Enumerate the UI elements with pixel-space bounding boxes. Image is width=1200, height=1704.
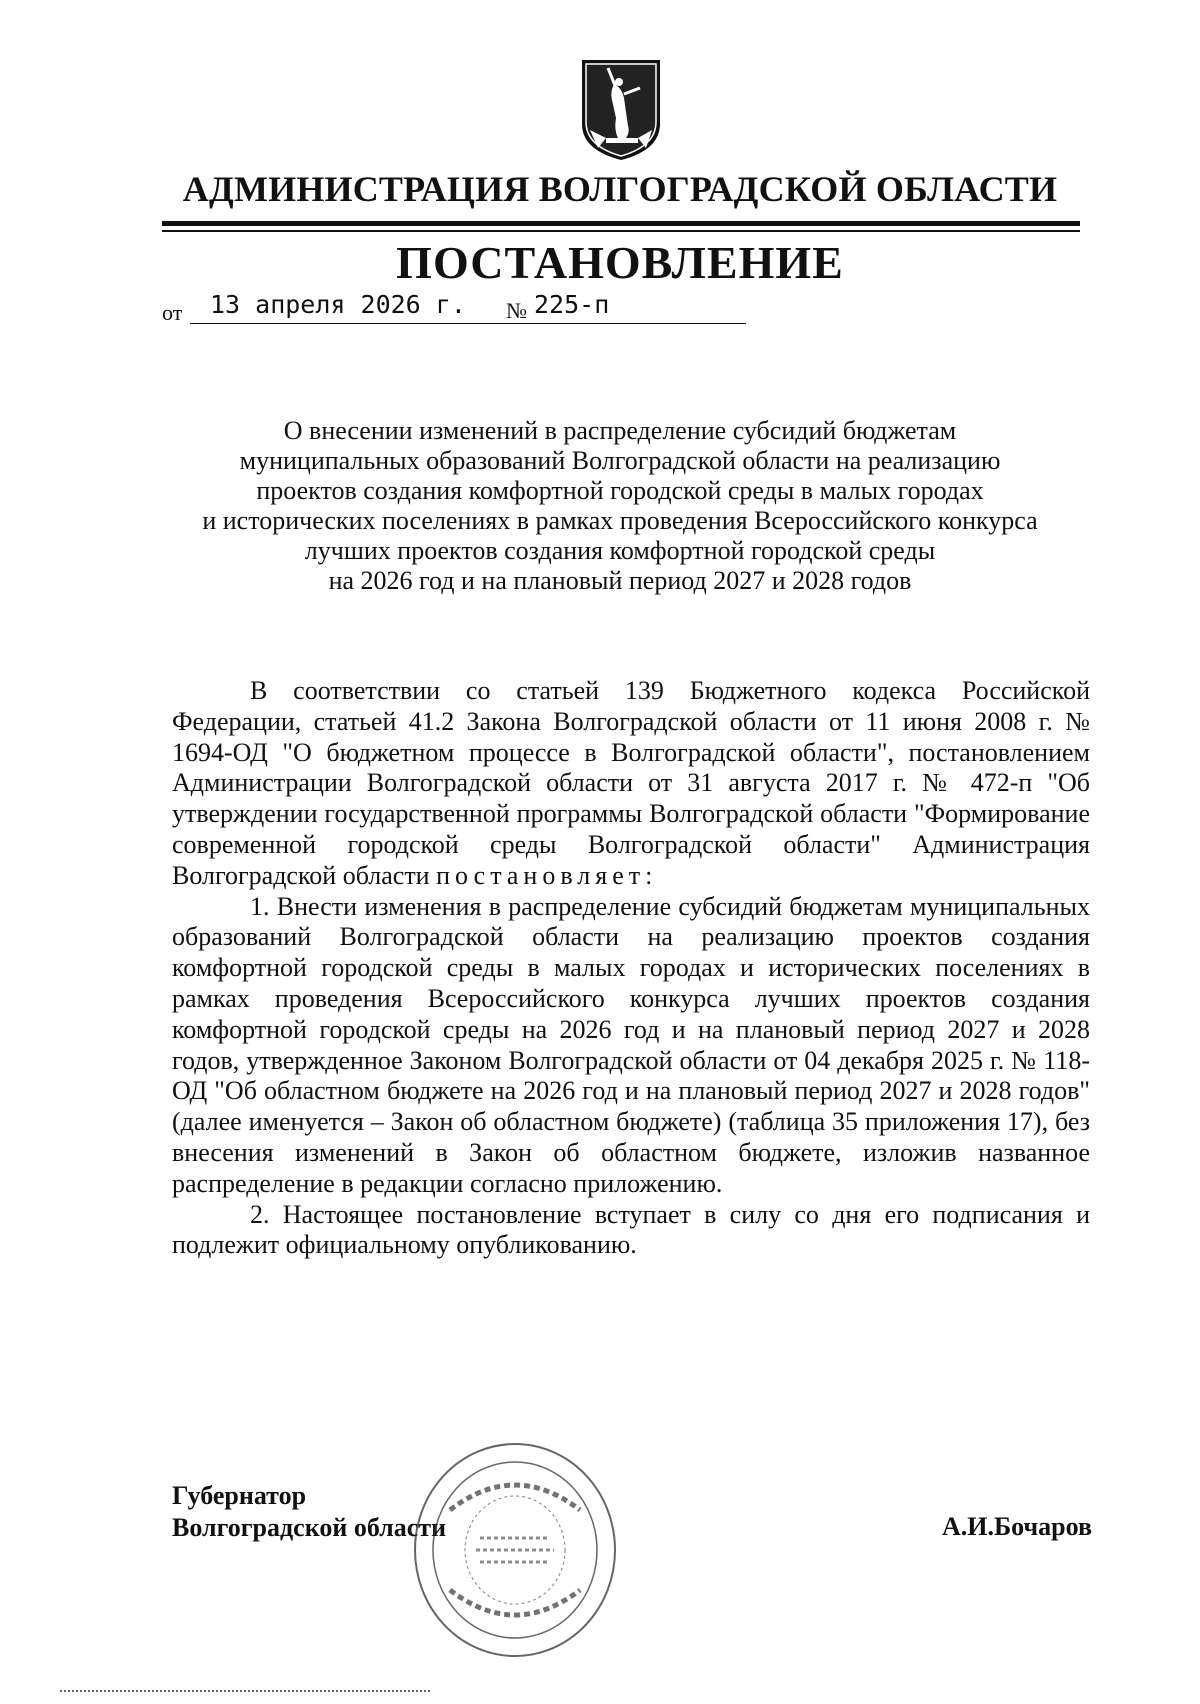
subject-line: О внесении изменений в распределение субсидий бюджетам (283, 416, 957, 445)
number-label: № (506, 298, 527, 323)
signatory-name: А.И.Бочаров (941, 1512, 1092, 1541)
scan-artifact-dots (60, 1690, 430, 1695)
number-group (506, 290, 746, 324)
from-label: от (162, 300, 183, 325)
item-1-paragraph: 1. Внести изменения в распределение субсидий бюджетам муниципальных образований Волгоградской области на реализацию проектов создания комфортной городской среды в малых городах и исторических поселениях в рамках проведения Всероссийского конкурса лучших проектов создания комфортной городской среды на 2026 год и на плановый период 2027 и 2028 годов, утвержденное Законом Волгоградской области от 04 декабря 2025 г. № 118-ОД "Об областном бюджете на 2026 год и на плановый период 2027 и 2028 годов" (далее именуется – Закон об областном бюджете) (таблица 35 приложения 17), без внесения изменений в Закон об областном бюджете, изложив названное распределение в редакции согласно приложению. (172, 891, 1090, 1198)
coat-of-arms-emblem (578, 58, 664, 162)
document-number: 225-п (534, 290, 746, 324)
organization-title: АДМИНИСТРАЦИЯ ВОЛГОГРАДСКОЙ ОБЛАСТИ (182, 169, 1058, 209)
document-date: 13 апреля 2026 г. (190, 290, 655, 324)
subject-line: на 2026 год и на плановый период 2027 и 2028 годов (328, 566, 912, 595)
subject-line: проектов создания комфортной городской среды в малых городах (256, 476, 984, 505)
document-type-title: ПОСТАНОВЛЕНИЕ (396, 237, 844, 288)
header-rule-thick (162, 221, 1080, 226)
official-stamp (410, 1440, 620, 1660)
document-body (172, 676, 1090, 1261)
signatory-title-line1: Губернатор (172, 1481, 307, 1510)
preamble-text: В соответствии со статьей 139 Бюджетного кодекса Российской Федерации, статьей 41.2 Закона Волгоградской области от 11 июня 2008 г. № 1694-ОД "О бюджетном процессе в Волгоградской области", постановлением Администрации Волгоградской области от 31 августа 2017 г. № 472-п "Об утверждении государственной программы Волгоградской области "Формирование современной городской среды Волгоградской области" Администрация Волгоградской области (172, 676, 1090, 890)
item-2-paragraph: 2. Настоящее постановление вступает в силу со дня его подписания и подлежит официальному опубликованию. (172, 1199, 1090, 1260)
resolves-text: постановляет: (436, 860, 658, 890)
header-rule-thin (162, 230, 1080, 232)
date-number-row (162, 290, 762, 330)
preamble-paragraph (172, 676, 1090, 892)
signatory-title (172, 1480, 446, 1544)
subject-line: лучших проектов создания комфортной городской среды (304, 536, 936, 565)
signatory-title-line2: Волгоградской области (172, 1513, 447, 1542)
subject-line: и исторических поселениях в рамках проведения Всероссийского конкурса (202, 506, 1038, 535)
document-subject (160, 416, 1080, 596)
subject-line: муниципальных образований Волгоградской области на реализацию (239, 446, 1001, 475)
